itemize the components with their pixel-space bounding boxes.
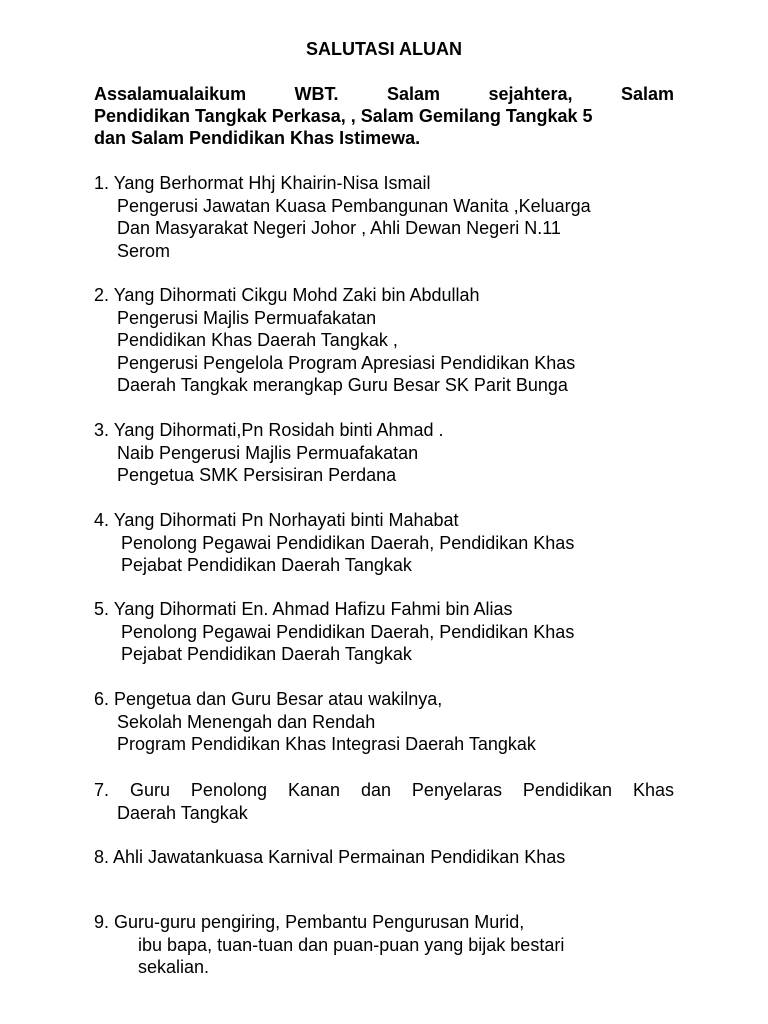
item-heading: 1. Yang Berhormat Hhj Khairin-Nisa Ismail <box>94 173 431 193</box>
greeting-line-1 <box>94 83 674 105</box>
greeting-paragraph <box>94 83 674 149</box>
item-heading: 2. Yang Dihormati Cikgu Mohd Zaki bin Abdullah <box>94 285 480 305</box>
item-word: Penolong <box>190 780 267 800</box>
item-heading: 6. Pengetua dan Guru Besar atau wakilnya, <box>94 689 443 709</box>
item-heading <box>94 779 674 802</box>
greeting-word: Salam <box>386 84 440 104</box>
item-word: Pendidikan <box>522 780 612 800</box>
item-word: Guru <box>129 780 170 800</box>
item-heading: 3. Yang Dihormati,Pn Rosidah binti Ahmad . <box>94 420 444 440</box>
item-heading: 9. Guru-guru pengiring, Pembantu Pengurusan Murid, <box>94 912 525 932</box>
salutation-item-2 <box>94 284 694 397</box>
item-detail: sekalian. <box>138 957 210 977</box>
item-detail: Pengerusi Pengelola Program Apresiasi Pendidikan Khas <box>117 352 576 373</box>
greeting-word: Assalamualaikum <box>94 84 247 104</box>
greeting-word: WBT. <box>294 84 339 104</box>
item-heading: 5. Yang Dihormati En. Ahmad Hafizu Fahmi bin Alias <box>94 599 513 619</box>
item-detail: Serom <box>117 240 171 261</box>
item-detail: ibu bapa, tuan-tuan dan puan-puan yang bijak bestari <box>138 934 565 955</box>
item-detail: Pejabat Pendidikan Daerah Tangkak <box>121 555 412 575</box>
greeting-word: Salam <box>620 84 674 104</box>
item-heading: 4. Yang Dihormati Pn Norhayati binti Mahabat <box>94 510 459 530</box>
item-detail: Program Pendidikan Khas Integrasi Daerah Tangkak <box>117 734 536 754</box>
item-word: Khas <box>632 780 674 800</box>
salutation-item-1 <box>94 172 694 262</box>
item-detail: Pengerusi Jawatan Kuasa Pembangunan Wanita ,Keluarga <box>117 195 591 216</box>
salutation-item-6 <box>94 688 694 756</box>
item-word: Penyelaras <box>411 780 502 800</box>
item-detail: Penolong Pegawai Pendidikan Daerah, Pendidikan Khas <box>121 621 575 642</box>
item-detail: Naib Pengerusi Majlis Permuafakatan <box>117 442 419 463</box>
item-detail: Sekolah Menengah dan Rendah <box>117 711 376 732</box>
salutation-item-8 <box>94 846 694 869</box>
item-detail: Daerah Tangkak <box>117 802 248 823</box>
item-word: dan <box>360 780 391 800</box>
item-word: Kanan <box>287 780 340 800</box>
item-word: 7. <box>94 780 110 800</box>
item-detail: Daerah Tangkak merangkap Guru Besar SK Parit Bunga <box>117 375 568 395</box>
salutation-item-7 <box>94 779 694 824</box>
item-detail: Pendidikan Khas Daerah Tangkak , <box>117 330 398 350</box>
item-detail: Pengerusi Majlis Permuafakatan <box>117 307 377 328</box>
item-detail: Pejabat Pendidikan Daerah Tangkak <box>121 644 412 664</box>
salutation-item-4 <box>94 509 694 577</box>
greeting-word: sejahtera, <box>488 84 573 104</box>
item-detail: Pengetua SMK Persisiran Perdana <box>117 465 397 485</box>
item-detail: Penolong Pegawai Pendidikan Daerah, Pendidikan Khas <box>121 532 575 553</box>
salutation-item-3 <box>94 419 694 487</box>
greeting-line-2: Pendidikan Tangkak Perkasa, , Salam Gemilang Tangkak 5 <box>94 106 593 126</box>
greeting-line-3: dan Salam Pendidikan Khas Istimewa. <box>94 128 421 148</box>
item-detail: Dan Masyarakat Negeri Johor , Ahli Dewan Negeri N.11 <box>117 218 561 238</box>
salutation-item-5 <box>94 598 694 666</box>
document-title: SALUTASI ALUAN <box>306 39 462 59</box>
item-heading: 8. Ahli Jawatankuasa Karnival Permainan Pendidikan Khas <box>94 847 566 867</box>
salutation-item-9 <box>94 911 694 979</box>
